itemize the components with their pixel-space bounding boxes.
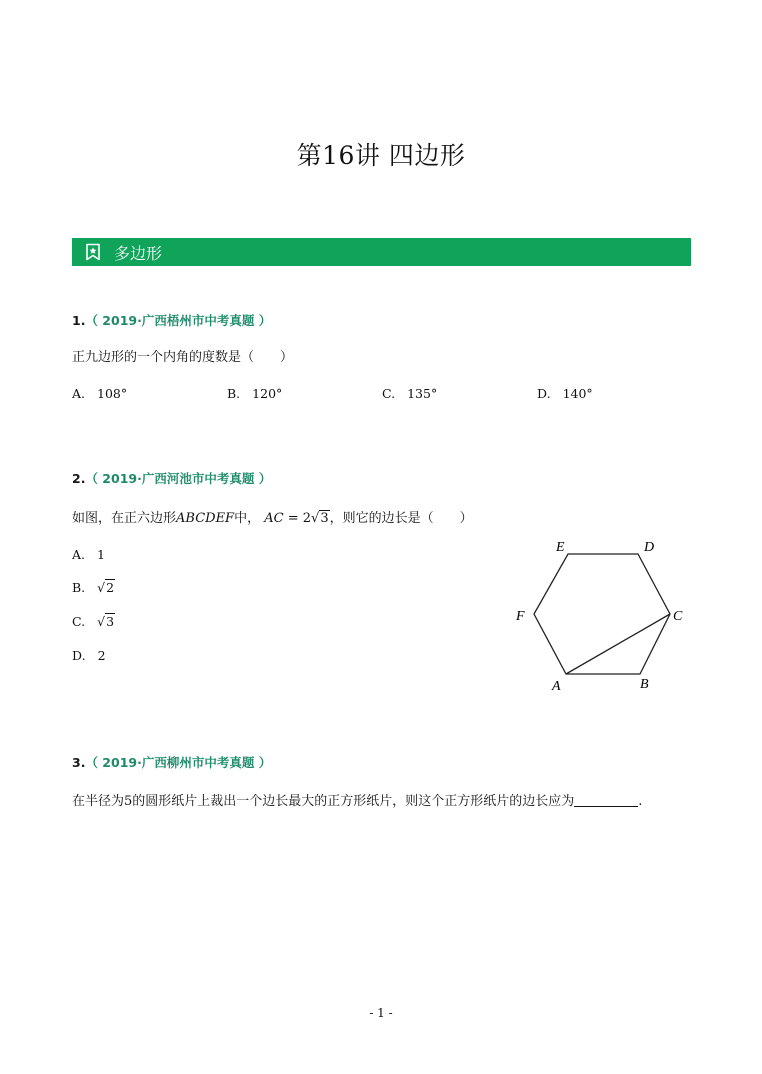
sqrt-expression: √3 xyxy=(311,511,329,526)
vertex-label-f: F xyxy=(516,609,525,624)
question-3-text xyxy=(72,790,642,809)
question-2-option-a[interactable] xyxy=(72,547,105,562)
question-2-option-d[interactable] xyxy=(72,648,106,663)
question-number: 2. xyxy=(72,471,86,486)
math-variable: AC xyxy=(264,511,284,526)
vertex-label-a: A xyxy=(552,679,561,694)
option-key: D. xyxy=(537,386,551,401)
option-value: 140° xyxy=(562,386,593,401)
sqrt-expression: √2 xyxy=(97,580,115,595)
question-number: 1. xyxy=(72,313,86,328)
question-source: （ 2019·广西河池市中考真题 ） xyxy=(85,471,272,486)
math-equals: = 2 xyxy=(283,511,312,526)
option-key: C. xyxy=(72,614,86,629)
question-2-option-b[interactable] xyxy=(72,580,115,595)
question-2-header xyxy=(72,469,271,487)
option-key: C. xyxy=(382,386,396,401)
option-key: D. xyxy=(72,648,86,663)
page-number: - 1 - xyxy=(369,1006,393,1020)
section-header xyxy=(72,238,691,266)
text-segment: 如图，在正六边形 xyxy=(72,511,177,526)
question-1-header xyxy=(72,311,271,329)
vertex-label-d: D xyxy=(644,540,655,555)
sqrt-expression: √3 xyxy=(97,614,115,629)
question-1-option-d[interactable] xyxy=(537,386,593,401)
text-segment: 在半径为5的圆形纸片上裁出一个边长最大的正方形纸片，则这个正方形纸片的边长应为 xyxy=(72,794,575,809)
option-value: 135° xyxy=(407,386,438,401)
hexagon-diagram xyxy=(510,532,700,697)
question-1-text: 正九边形的一个内角的度数是（ ） xyxy=(72,350,294,365)
option-key: A. xyxy=(72,547,86,562)
question-source: （ 2019·广西柳州市中考真题 ） xyxy=(85,755,272,770)
text-segment: ，则它的边长是（ ） xyxy=(329,511,473,526)
question-1-option-c[interactable] xyxy=(382,386,437,401)
sqrt-radicand: 3 xyxy=(320,511,329,526)
hexagon-figure xyxy=(510,532,700,701)
option-key: B. xyxy=(227,386,241,401)
option-value: 2 xyxy=(97,648,106,663)
math-shape-name: ABCDEF xyxy=(176,511,235,526)
text-segment: . xyxy=(638,794,643,809)
section-label: 多边形 xyxy=(114,243,163,263)
question-2-option-c[interactable] xyxy=(72,614,115,629)
question-source: （ 2019·广西梧州市中考真题 ） xyxy=(85,313,272,328)
option-key: A. xyxy=(72,386,86,401)
vertex-label-b: B xyxy=(640,677,649,692)
option-value: 108° xyxy=(97,386,128,401)
bookmark-star-icon xyxy=(84,243,102,261)
vertex-label-e: E xyxy=(556,540,565,555)
hexagon-outline xyxy=(534,554,670,674)
page-title: 第16讲 四边形 xyxy=(296,141,466,170)
option-value: 1 xyxy=(97,547,105,562)
answer-blank[interactable] xyxy=(574,792,638,807)
question-3-header xyxy=(72,753,271,771)
sqrt-radicand: 2 xyxy=(106,580,115,595)
text-segment: 中， xyxy=(234,511,261,526)
sqrt-radicand: 3 xyxy=(106,614,115,629)
option-key: B. xyxy=(72,580,86,595)
question-2-text xyxy=(72,507,473,526)
question-1-option-a[interactable] xyxy=(72,386,127,401)
question-number: 3. xyxy=(72,755,86,770)
vertex-label-c: C xyxy=(673,609,683,624)
question-1-option-b[interactable] xyxy=(227,386,282,401)
option-value: 120° xyxy=(252,386,283,401)
